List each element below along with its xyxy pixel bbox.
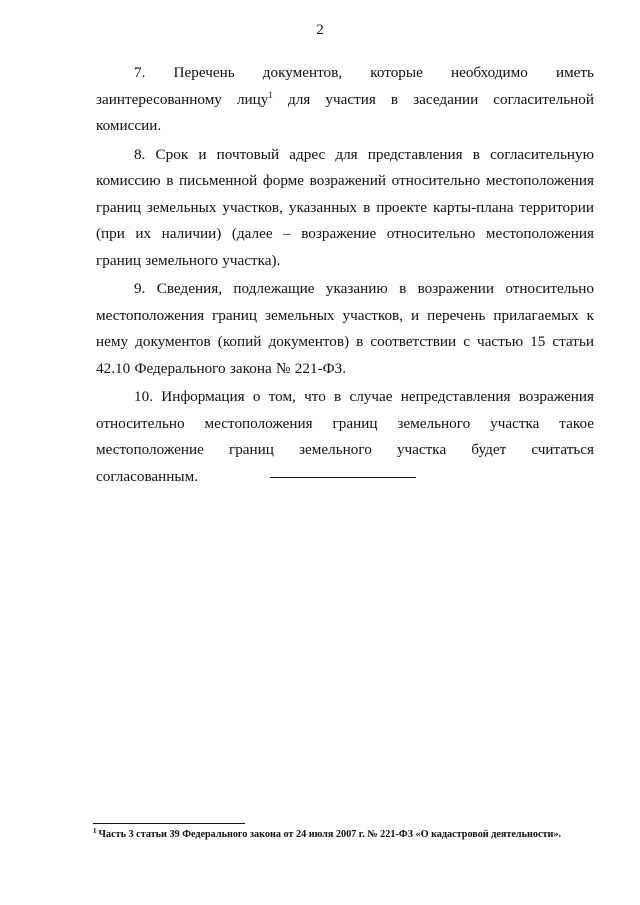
footnote-text: Часть 3 статьи 39 Федерального закона от 24 июля 2007 г. № 221-ФЗ «О кадастровой деятельности». — [98, 829, 562, 840]
item-10: 10. Информация о том, что в случае непредставления возражения относительно местоположения границ земельного участка такое местоположение границ земельного участка будет считаться согласованным. — [96, 388, 594, 485]
page-number: 2 — [316, 22, 324, 38]
item-8: 8. Срок и почтовый адрес для представления в согласительную комиссию в письменной форме возражений относительно местоположения границ земельных участков, указанных в проекте карты-плана территории (при их наличии) (далее – возражение относительно местоположения границ земельного участка). — [96, 145, 594, 269]
item-7 — [96, 60, 594, 140]
footnote — [93, 828, 593, 842]
footnote-separator-line — [93, 823, 245, 824]
document-body — [96, 60, 594, 492]
item-9: 9. Сведения, подлежащие указанию в возражении относительно местоположения границ земельных участков, и перечень прилагаемых к нему документов (копий документов) в соответствии с частью 15 статьи 42.10 Федерального закона № 221-ФЗ. — [96, 280, 594, 377]
footnote-marker: 1 — [93, 827, 97, 835]
item-7-text: 7. Перечень документов, которые необходимо иметь заинтересованному лицу — [96, 64, 594, 108]
end-separator-line — [270, 477, 416, 478]
item-7-text-end: для участия в заседании согласительной комиссии. — [96, 90, 594, 134]
footnote-reference: 1 — [268, 89, 273, 100]
